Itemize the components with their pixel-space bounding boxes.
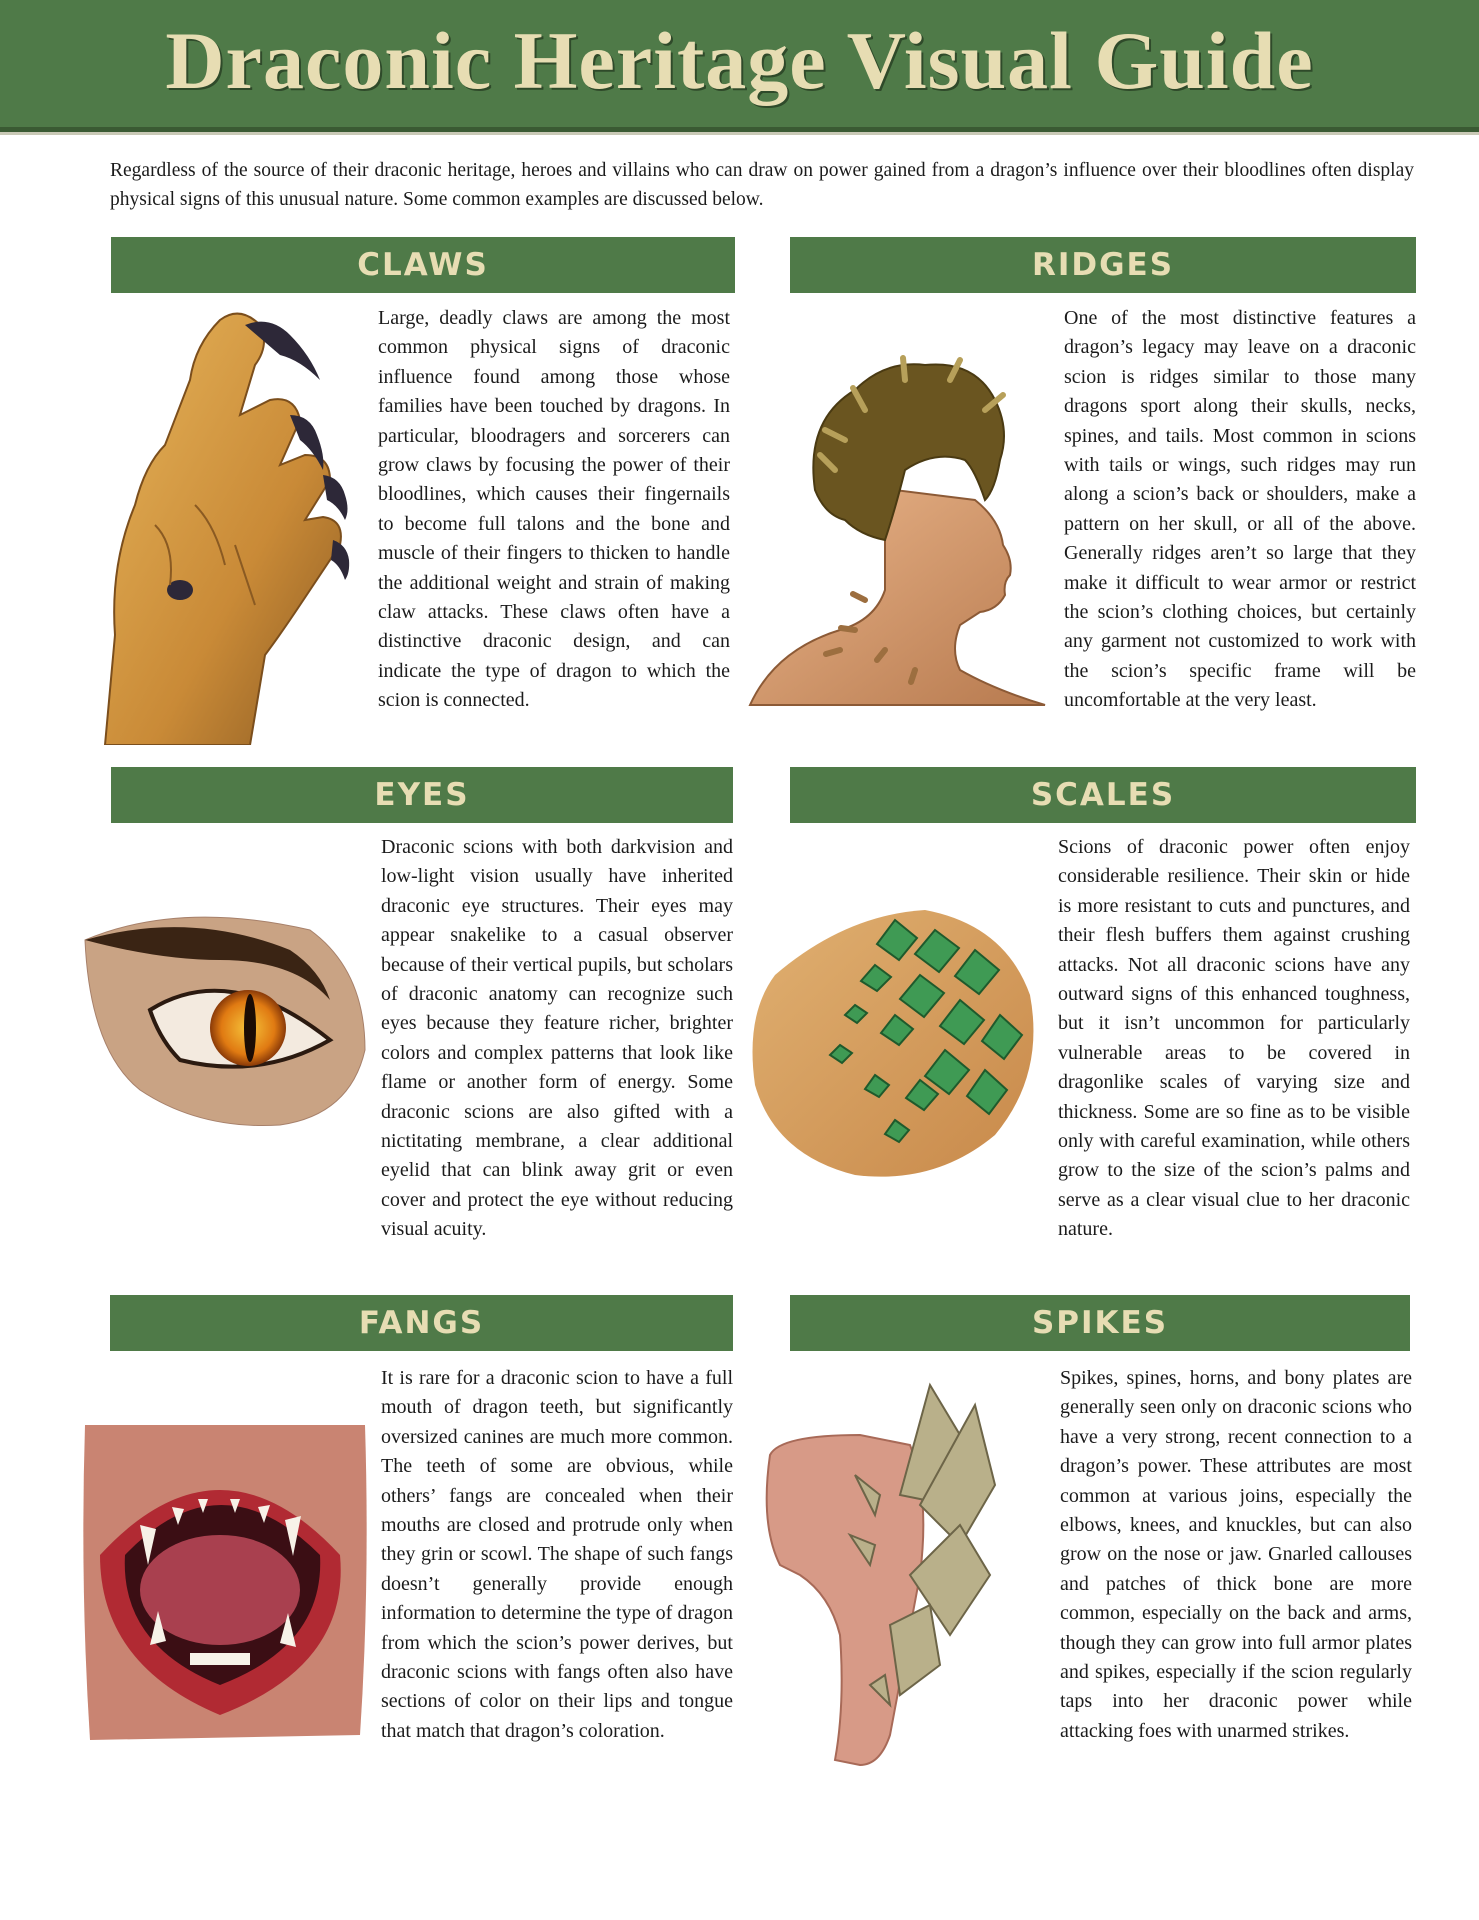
section-text-fangs: It is rare for a draconic scion to have a full mouth of dragon teeth, but significantly oversized canines are much more common. The teeth of some are obvious, while others’ fangs are concealed when their mouths are closed and protrude only when they grin or scowl. The shape of such fangs doesn’t generally provide enough information to determine the type of dragon from which the scion’s power derives, but draconic scions with fangs often also have sections of color on their lips and tongue that match that dragon’s coloration. bbox=[381, 1367, 733, 1742]
section-text-eyes: Draconic scions with both darkvision and low-light vision usually have inherited draconic eye structures. Their eyes may appear snakelike to a casual observer because of their vertical pupils, but scholars of draconic anatomy can recognize such eyes because they feature richer, brighter colors and complex patterns that look like flame or another form of energy. Some draconic scions are also gifted with a nictitating membrane, a clear additional eyelid that can blink away grit or even cover and protect the eye without reducing visual acuity. bbox=[381, 836, 733, 1241]
section-title-fangs: FANGS bbox=[358, 1305, 485, 1341]
section-title-claws: CLAWS bbox=[357, 247, 489, 283]
ridged-head-icon bbox=[745, 350, 1055, 720]
section-title-ridges: RIDGES bbox=[1031, 247, 1175, 283]
dragon-eye-icon bbox=[80, 900, 370, 1130]
page-title: Draconic Heritage Visual Guide bbox=[165, 15, 1314, 106]
section-header-claws bbox=[111, 237, 735, 293]
section-text-claws: Large, deadly claws are among the most common physical signs of draconic influence found among those whose families have been touched by dragons. In particular, bloodragers and sorcerers can grow claws by focusing the power of their bloodlines, which causes their fingernails to become full talons and the bone and muscle of their fingers to thicken to handle the additional weight and strain of making claw attacks. These claws often have a distinctive draconic design, and can indicate the type of dragon to which the scion is connected. bbox=[378, 307, 730, 712]
section-header-fangs bbox=[110, 1295, 733, 1351]
section-header-spikes bbox=[790, 1295, 1410, 1351]
dragon-scales-icon bbox=[745, 905, 1045, 1185]
bony-spikes-icon bbox=[760, 1375, 1060, 1775]
section-text-ridges: One of the most distinctive features a dragon’s legacy may leave on a draconic scion is ridges similar to those many dragons sport along their skulls, necks, spines, and tails. Most common in scions with tails or wings, such ridges may run along a scion’s back or shoulders, make a pattern on her skull, or all of the above. Generally ridges aren’t so large that they make it difficult to wear armor or restrict the scion’s clothing choices, but certainly any garment not customized to work with the scion’s specific frame will be uncomfortable at the very least. bbox=[1064, 307, 1416, 712]
intro-paragraph: Regardless of the source of their draconic heritage, heroes and villains who can draw on power gained from a dragon’s influence over their bloodlines often display physical signs of this unusual nature. Some common examples are discussed below. bbox=[110, 160, 1414, 210]
section-text-spikes: Spikes, spines, horns, and bony plates are generally seen only on draconic scions who have a very strong, recent connection to a dragon’s power. These attributes are most common at various joins, especially the elbows, knees, and knuckles, but can also grow on the nose or jaw. Gnarled callouses and patches of thick bone are more common, especially on the back and arms, though they can grow into full armor plates and spikes, especially if the scion regularly taps into her draconic power while attacking foes with unarmed strikes. bbox=[1060, 1367, 1412, 1742]
section-title-scales: SCALES bbox=[1030, 777, 1176, 813]
section-header-ridges bbox=[790, 237, 1416, 293]
dragon-claw-icon bbox=[95, 305, 365, 745]
header-divider bbox=[0, 132, 1479, 135]
section-title-eyes: EYES bbox=[374, 777, 470, 813]
section-header-eyes bbox=[111, 767, 733, 823]
section-header-scales bbox=[790, 767, 1416, 823]
fanged-mouth-icon bbox=[80, 1415, 370, 1745]
section-text-scales: Scions of draconic power often enjoy considerable resilience. Their skin or hide is more resistant to cuts and punctures, and their flesh buffers them against crushing attacks. Not all draconic scions have any outward signs of this enhanced toughness, but it isn’t uncommon for particularly vulnerable areas to be covered in dragonlike scales of varying size and thickness. Some are so fine as to be visible only with careful examination, while others grow to the size of the scion’s palms and serve as a clear visual clue to her draconic nature. bbox=[1058, 836, 1410, 1241]
section-title-spikes: SPIKES bbox=[1031, 1305, 1169, 1341]
